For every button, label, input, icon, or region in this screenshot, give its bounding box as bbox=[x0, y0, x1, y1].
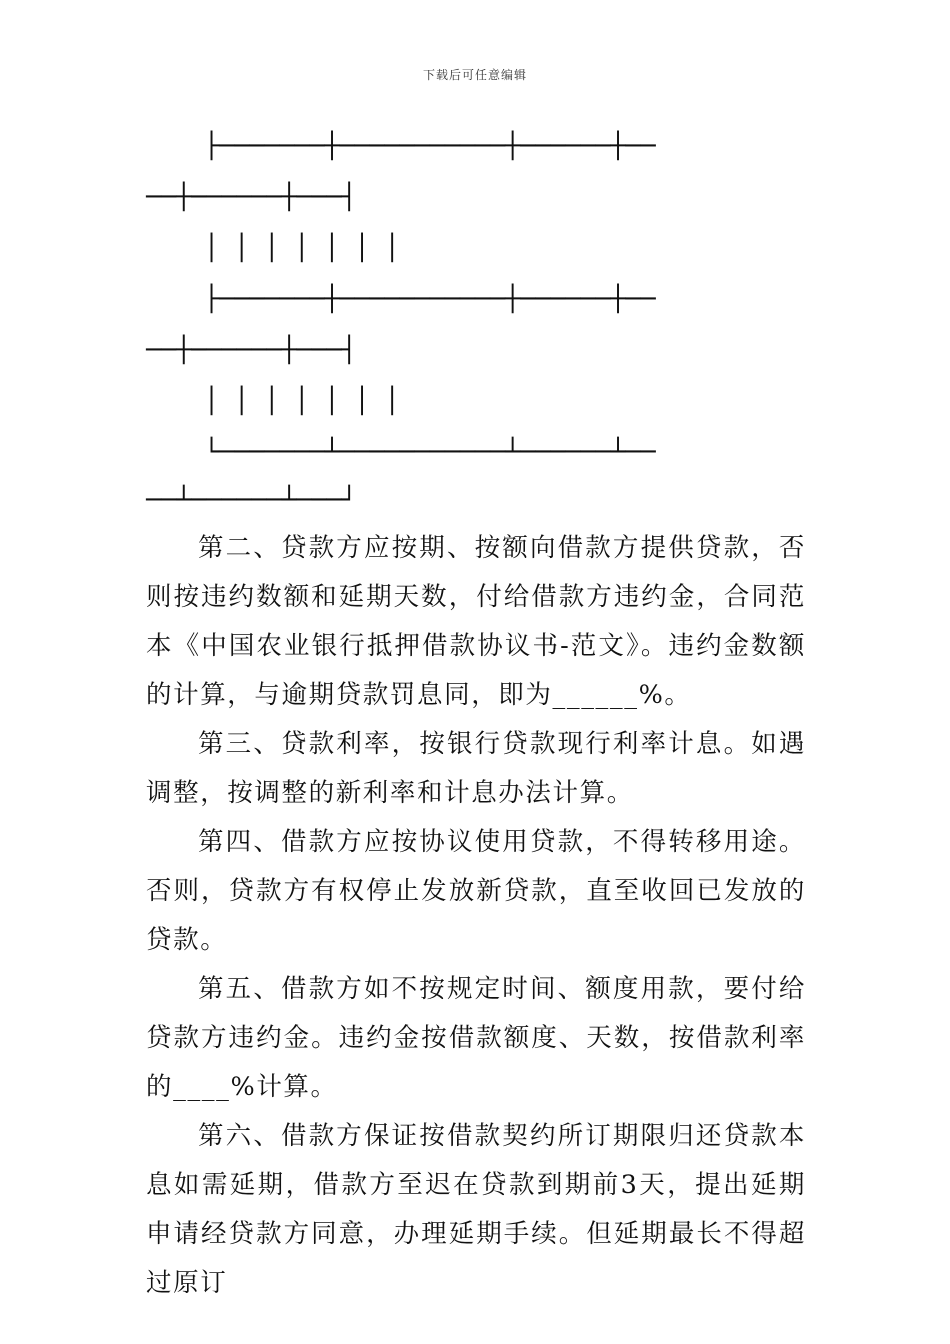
table-border-line-4: ──┼──────┼───┤ bbox=[146, 335, 357, 364]
clause-4: 第四、借款方应按协议使用贷款，不得转移用途。否则，贷款方有权停止发放新贷款，直至收回已发放的贷款。 bbox=[146, 827, 806, 955]
table-cell-line-1: │ │ │ │ │ │ │ bbox=[204, 233, 400, 262]
clause-6: 第六、借款方保证按借款契约所订期限归还贷款本息如需延期，借款方至迟在贷款到期前3天，提出延期申请经贷款方同意，办理延期手续。但延期最长不得超过原订 bbox=[146, 1121, 807, 1298]
table-border-line-2: ──┼──────┼───┤ bbox=[146, 182, 357, 211]
clause-5: 第五、借款方如不按规定时间、额度用款，要付给贷款方违约金。违约金按借款额度、天数，按借款利率的____%计算。 bbox=[146, 974, 806, 1102]
table-bottom-line-2: ──┴──────┴───┘ bbox=[146, 485, 357, 514]
table-bottom-line-1: └───────┴───────────┴──────┴── bbox=[204, 437, 656, 466]
table-cell-line-2: │ │ │ │ │ │ │ bbox=[204, 386, 400, 415]
clause-3: 第三、贷款利率，按银行贷款现行利率计息。如遇调整，按调整的新利率和计息办法计算。 bbox=[146, 729, 806, 808]
header-note: 下载后可任意编辑 bbox=[422, 68, 527, 82]
contract-body bbox=[146, 524, 806, 1308]
table-border-line-3: ├───────┼───────────┼──────┼── bbox=[204, 284, 656, 313]
clause-2: 第二、贷款方应按期、按额向借款方提供贷款，否则按违约数额和延期天数，付给借款方违约金，合同范本《中国农业银行抵押借款协议书-范文》。违约金数额的计算，与逾期贷款罚息同，即为______%。 bbox=[146, 533, 806, 710]
table-border-line-1: ├───────┼───────────┼──────┼── bbox=[204, 131, 656, 160]
